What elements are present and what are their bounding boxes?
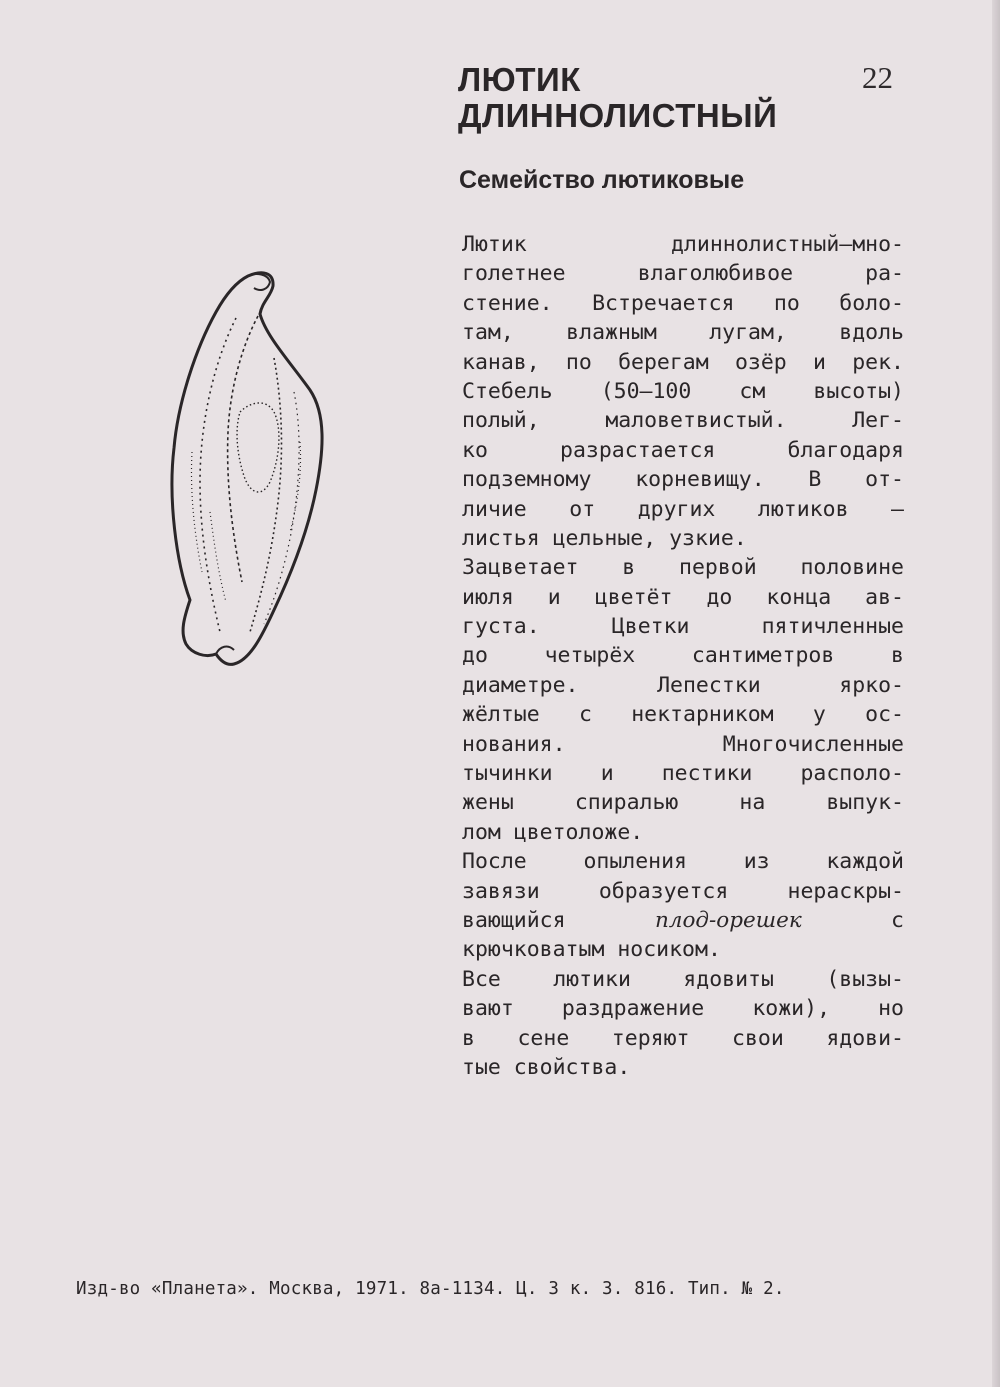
text-line: диаметре. Лепестки ярко- — [462, 672, 904, 698]
text-line: до четырёх сантиметров в — [462, 643, 904, 669]
text-line: жёлтые с нектарником у ос- — [462, 702, 904, 728]
text-line: тычинки и пестики располо- — [462, 761, 904, 787]
text-line: вают раздражение кожи), но — [462, 996, 904, 1022]
text-fragment: с — [801, 907, 904, 933]
text-line: После опыления из каждой — [462, 849, 904, 875]
text-line: густа. Цветки пятичленные — [462, 614, 904, 640]
title-line-1: ЛЮТИК — [458, 61, 581, 98]
text-line: голетнее влаголюбивое ра- — [462, 261, 904, 287]
text-line: в сене теряют свои ядови- — [462, 1025, 904, 1051]
text-line: Все лютики ядовиты (вызы- — [462, 966, 904, 992]
description-text — [462, 230, 904, 1082]
text-line: нования. Многочисленные — [462, 731, 904, 757]
text-line: полый, маловетвистый. Лег- — [462, 408, 904, 434]
fruit-nutlet-drawing-icon — [170, 262, 330, 682]
text-line: листья цельные, узкие. — [462, 525, 747, 551]
text-line: стение. Встречается по боло- — [462, 290, 904, 316]
text-line: лом цветоложе. — [462, 819, 644, 845]
text-line: Зацветает в первой половине — [462, 555, 904, 581]
family-heading: Семейство лютиковые — [459, 166, 745, 194]
text-line: жены спиралью на выпук- — [462, 790, 904, 816]
publisher-imprint: Изд-во «Планета». Москва, 1971. 8а-1134. Ц. 3 к. З. 816. Тип. № 2. — [76, 1279, 785, 1299]
term-italic: плод-орешек — [654, 907, 802, 933]
text-line: тые свойства. — [462, 1054, 631, 1080]
text-line-with-term — [462, 906, 904, 935]
plant-title — [458, 62, 777, 134]
text-line: крючковатым носиком. — [462, 937, 721, 963]
text-line: подземному корневищу. В от- — [462, 467, 904, 493]
text-line: ко разрастается благодаря — [462, 437, 904, 463]
text-line: там, влажным лугам, вдоль — [462, 320, 904, 346]
title-line-2: ДЛИННОЛИСТНЫЙ — [458, 97, 778, 134]
text-line: завязи образуется нераскры- — [462, 878, 904, 904]
text-line: Лютик длиннолистный—мно- — [462, 232, 904, 257]
text-line: личие от других лютиков — — [462, 496, 904, 522]
text-line: Стебель (50—100 см высоты) — [462, 378, 904, 404]
text-line: канав, по берегам озёр и рек. — [462, 349, 904, 375]
card-number: 22 — [862, 60, 893, 95]
text-line: июля и цветёт до конца ав- — [462, 584, 904, 610]
text-fragment: вающийся — [462, 907, 655, 933]
card-edge — [992, 0, 1000, 1387]
